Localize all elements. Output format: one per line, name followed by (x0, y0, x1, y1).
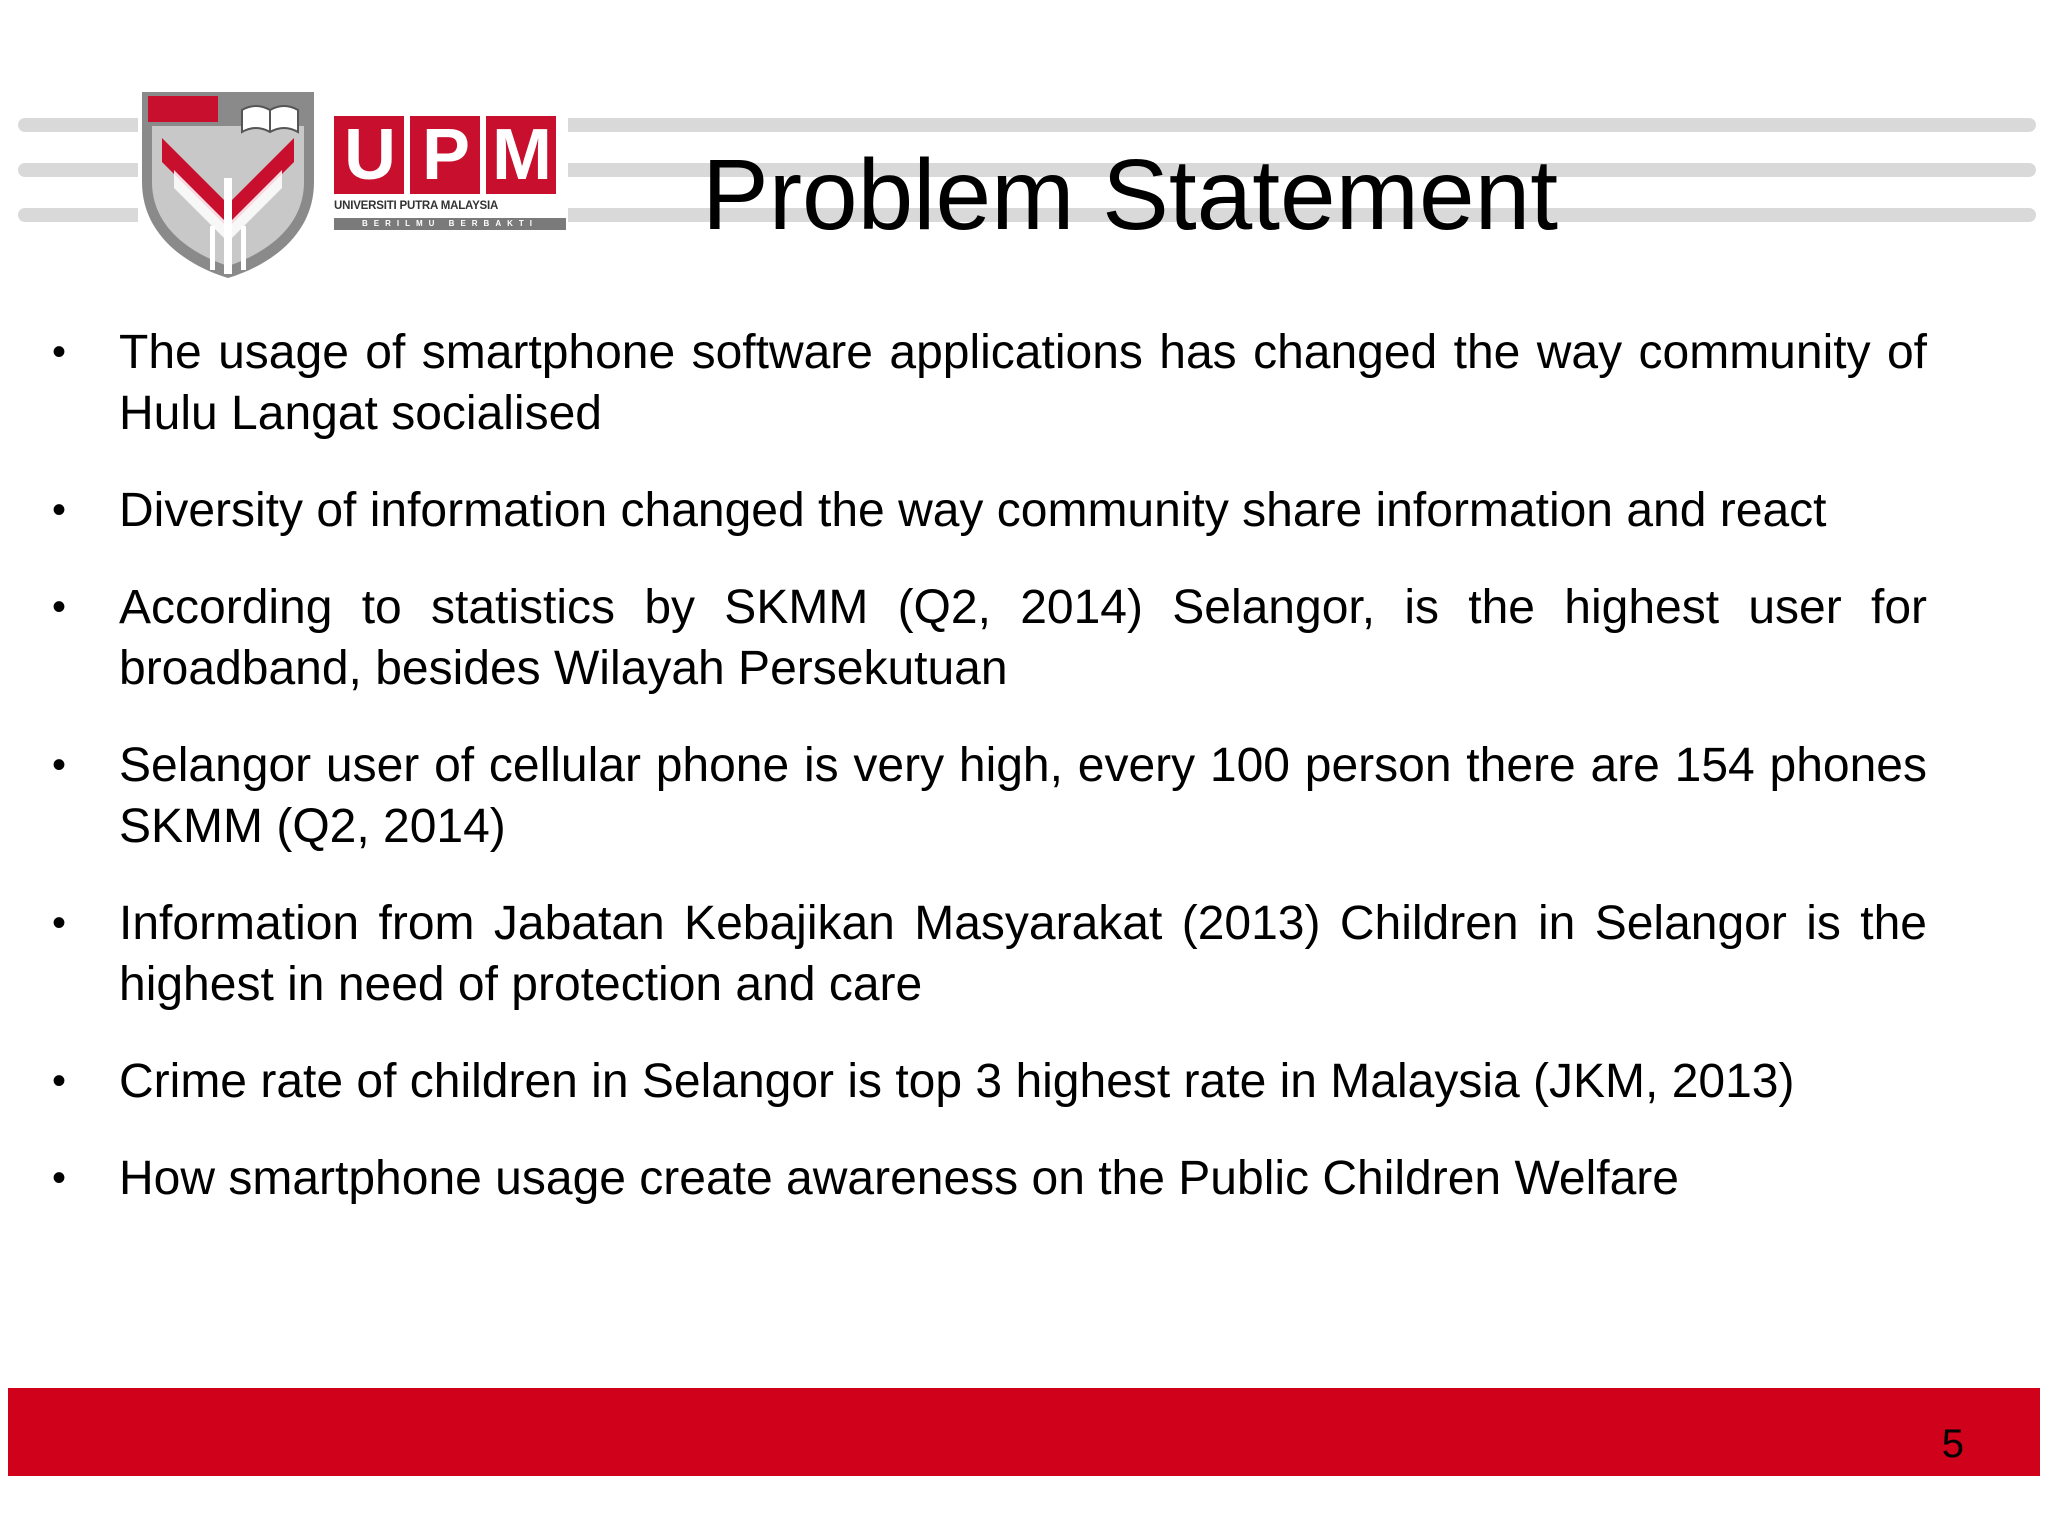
page-number: 5 (1941, 1422, 1964, 1466)
bullet-item (52, 893, 1927, 1015)
upm-logo (138, 86, 568, 281)
bullet-dot-icon: • (52, 585, 67, 629)
bullet-item (52, 1051, 1927, 1112)
bullet-dot-icon: • (52, 1059, 67, 1103)
bullet-item (52, 322, 1927, 444)
bullet-text: Diversity of information changed the way community share information and react (119, 484, 1827, 537)
upm-crest-icon (138, 86, 318, 281)
bullet-text: How smartphone usage create awareness on the Public Children Welfare (119, 1152, 1679, 1205)
university-name: UNIVERSITI PUTRA MALAYSIA (334, 200, 499, 212)
wordmark-letter: P (410, 116, 480, 194)
bullet-list (52, 322, 1927, 1245)
bullet-text: Crime rate of children in Selangor is top 3 highest rate in Malaysia (JKM, 2013) (119, 1055, 1795, 1108)
bullet-item (52, 480, 1927, 541)
bullet-dot-icon: • (52, 1156, 67, 1200)
bullet-dot-icon: • (52, 330, 67, 374)
bullet-dot-icon: • (52, 901, 67, 945)
wordmark-letter: M (486, 116, 556, 194)
bullet-text: The usage of smartphone software applications has changed the way community of Hulu Langat socialised (119, 326, 1927, 440)
bullet-item (52, 735, 1927, 857)
bullet-item (52, 577, 1927, 699)
bullet-dot-icon: • (52, 488, 67, 532)
footer-bar (8, 1388, 2040, 1476)
bullet-item (52, 1148, 1927, 1209)
bullet-text: Selangor user of cellular phone is very high, every 100 person there are 154 phones SKMM (Q2, 2014) (119, 739, 1927, 853)
bullet-text: Information from Jabatan Kebajikan Masyarakat (2013) Children in Selangor is the highest in need of protection and care (119, 897, 1927, 1011)
bullet-text: According to statistics by SKMM (Q2, 2014) Selangor, is the highest user for broadband, besides Wilayah Persekutuan (119, 581, 1927, 695)
university-motto: BERILMU BERBAKTI (334, 218, 566, 230)
wordmark-letter: U (334, 116, 404, 194)
bullet-dot-icon: • (52, 743, 67, 787)
upm-wordmark (334, 116, 556, 196)
slide-title: Problem Statement (702, 139, 1558, 251)
